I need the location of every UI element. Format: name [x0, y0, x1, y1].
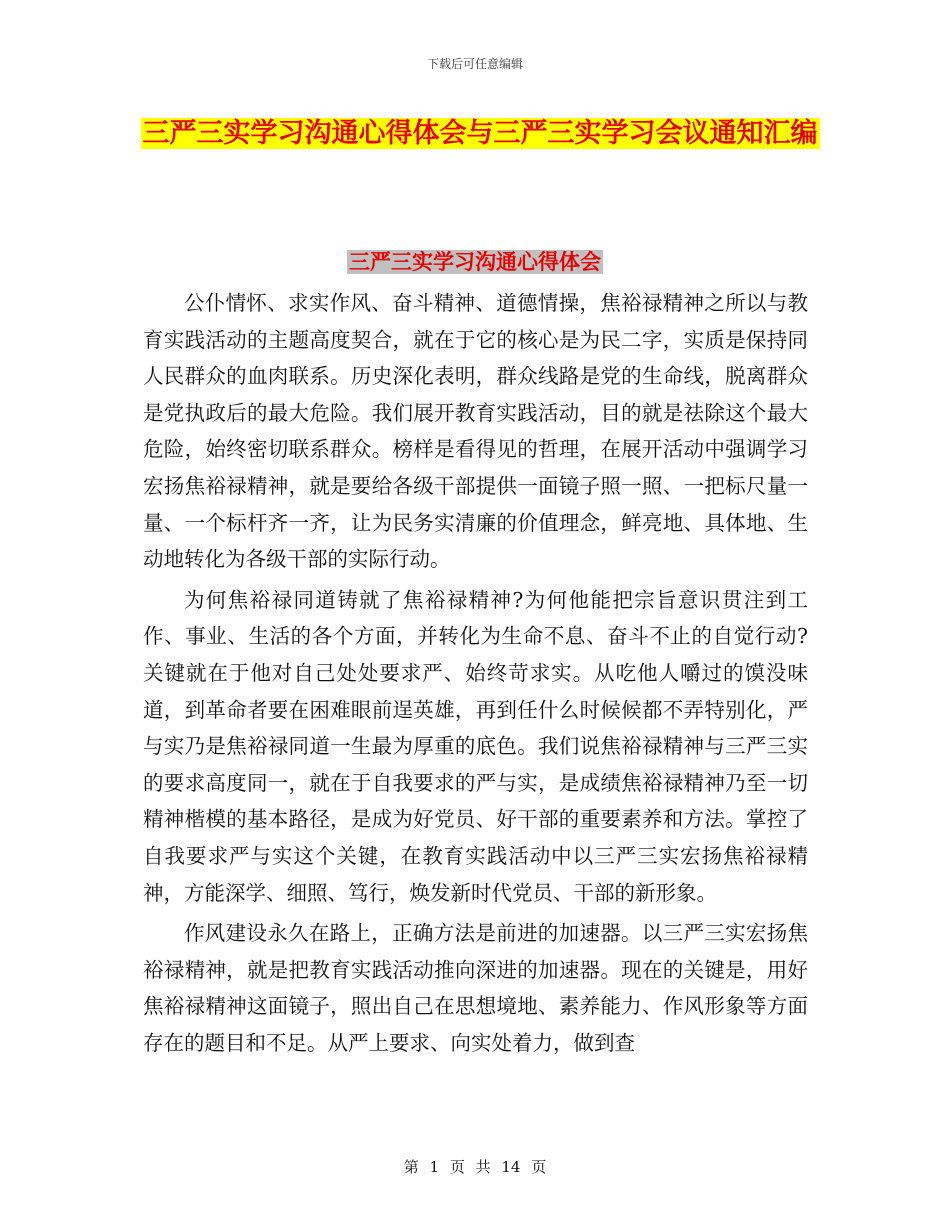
section-title-text: 三严三实学习沟通心得体会	[349, 250, 601, 274]
section-title	[0, 247, 950, 277]
body-text	[143, 285, 808, 1065]
page-footer: 第 1 页 共 14 页	[403, 1158, 547, 1176]
document-title	[140, 112, 820, 156]
paragraph: 为何焦裕禄同道铸就了焦裕禄精神?为何他能把宗旨意识贯注到工作、事业、生活的各个方面，并转化为生命不息、奋斗不止的自觉行动?关键就在于他对自己处处要求严、始终苛求实。从吃他人嚼过的馍没味道，到革命者要在困难眼前逞英雄，再到任什么时候候都不弄特别化，严与实乃是焦裕禄同道一生最为厚重的底色。我们说焦裕禄精神与三严三实的要求高度同一，就在于自我要求的严与实，是成绩焦裕禄精神乃至一切精神楷模的基本路径，是成为好党员、好干部的重要素养和方法。掌控了自我要求严与实这个关键，在教育实践活动中以三严三实宏扬焦裕禄精神，方能深学、细照、笃行，焕发新时代党员、干部的新形象。	[143, 587, 808, 905]
paragraph: 作风建设永久在路上，正确方法是前进的加速器。以三严三实宏扬焦裕禄精神，就是把教育实践活动推向深进的加速器。现在的关键是，用好焦裕禄精神这面镜子，照出自己在思想境地、素养能力、作风形象等方面存在的题目和不足。从严上要求、向实处着力，做到查	[143, 921, 808, 1055]
paragraph: 公仆情怀、求实作风、奋斗精神、道德情操，焦裕禄精神之所以与教育实践活动的主题高度契合，就在于它的核心是为民二字，实质是保持同人民群众的血肉联系。历史深化表明，群众线路是党的生命线，脱离群众是党执政后的最大危险。我们展开教育实践活动，目的就是祛除这个最大危险，始终密切联系群众。榜样是看得见的哲理，在展开活动中强调学习宏扬焦裕禄精神，就是要给各级干部提供一面镜子照一照、一把标尺量一量、一个标杆齐一齐，让为民务实清廉的价值理念，鲜亮地、具体地、生动地转化为各级干部的实际行动。	[143, 291, 808, 572]
document-title-text: 三严三实学习沟通心得体会与三严三实学习会议通知汇编	[142, 118, 818, 149]
header-note: 下载后可任意编辑	[426, 57, 523, 71]
